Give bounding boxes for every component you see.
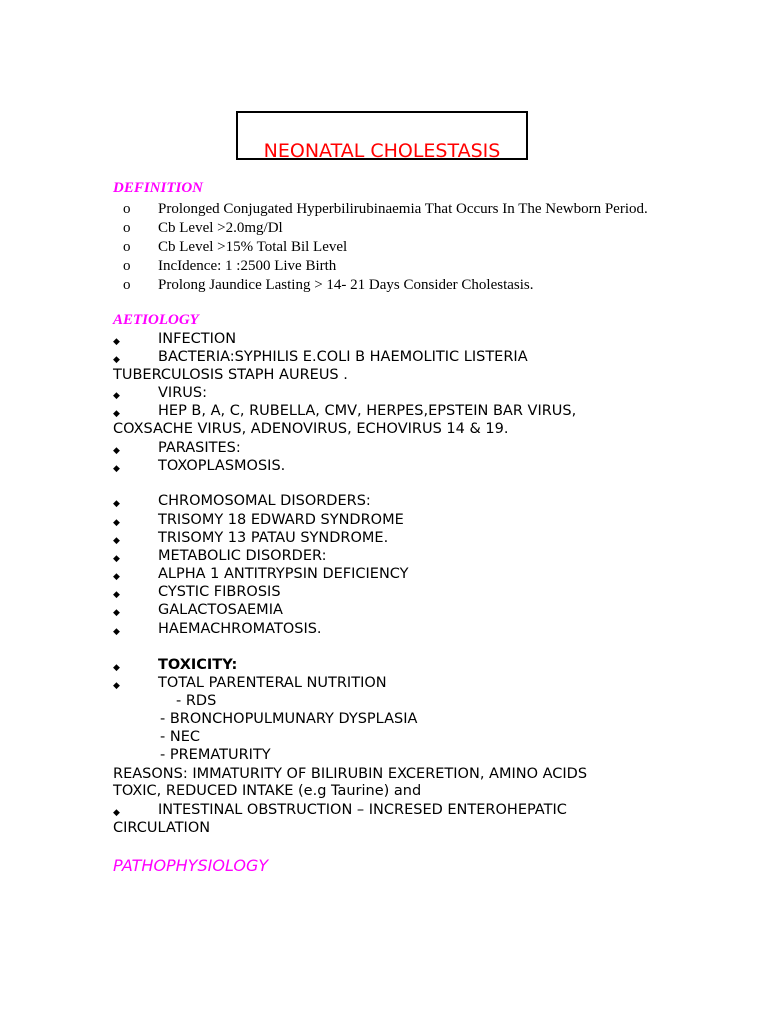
diamond-bullet-icon: ◆ (113, 608, 120, 618)
diamond-bullet-icon: ◆ (113, 554, 120, 564)
definition-heading: DEFINITION (113, 180, 204, 196)
bullet-marker: o (123, 220, 131, 236)
aetiology-text: REASONS: IMMATURITY OF BILIRUBIN EXCERETION, AMINO ACIDS (113, 766, 588, 782)
definition-text: Cb Level >2.0mg/Dl (158, 220, 283, 236)
aetiology-text: HAEMACHROMATOSIS. (158, 621, 322, 637)
diamond-bullet-icon: ◆ (113, 572, 120, 582)
aetiology-text: CHROMOSOMAL DISORDERS: (158, 493, 371, 509)
document-title: NEONATAL CHOLESTASIS (263, 140, 501, 162)
diamond-bullet-icon: ◆ (113, 355, 120, 365)
aetiology-text: TRISOMY 18 EDWARD SYNDROME (158, 512, 404, 528)
definition-text: IncIdence: 1 :2500 Live Birth (158, 258, 337, 274)
aetiology-text: INTESTINAL OBSTRUCTION – INCRESED ENTEROHEPATIC (158, 802, 567, 818)
diamond-bullet-icon: ◆ (113, 499, 120, 509)
aetiology-text: TOXOPLASMOSIS. (158, 458, 286, 474)
aetiology-subitem: - PREMATURITY (160, 747, 271, 763)
diamond-bullet-icon: ◆ (113, 391, 120, 401)
aetiology-text: HEP B, A, C, RUBELLA, CMV, HERPES,EPSTEIN BAR VIRUS, (158, 403, 577, 419)
aetiology-text: GALACTOSAEMIA (158, 602, 283, 618)
diamond-bullet-icon: ◆ (113, 337, 120, 347)
pathophysiology-heading: PATHOPHYSIOLOGY (113, 856, 269, 875)
aetiology-text: PARASITES: (158, 440, 241, 456)
diamond-bullet-icon: ◆ (113, 464, 120, 474)
aetiology-subitem: - RDS (176, 693, 217, 709)
definition-text: Prolonged Conjugated Hyperbilirubinaemia That Occurs In The Newborn Period. (158, 201, 648, 217)
aetiology-text: TRISOMY 13 PATAU SYNDROME. (158, 530, 389, 546)
aetiology-text: ALPHA 1 ANTITRYPSIN DEFICIENCY (158, 566, 409, 582)
toxicity-heading: TOXICITY: (158, 657, 238, 673)
bullet-marker: o (123, 258, 131, 274)
diamond-bullet-icon: ◆ (113, 518, 120, 528)
diamond-bullet-icon: ◆ (113, 409, 120, 419)
diamond-bullet-icon: ◆ (113, 663, 120, 673)
aetiology-text: TOTAL PARENTERAL NUTRITION (158, 675, 387, 691)
diamond-bullet-icon: ◆ (113, 681, 120, 691)
aetiology-subitem: - NEC (160, 729, 200, 745)
diamond-bullet-icon: ◆ (113, 536, 120, 546)
definition-text: Prolong Jaundice Lasting > 14- 21 Days Consider Cholestasis. (158, 277, 534, 293)
bullet-marker: o (123, 239, 131, 255)
diamond-bullet-icon: ◆ (113, 590, 120, 600)
aetiology-text: CYSTIC FIBROSIS (158, 584, 281, 600)
aetiology-subitem: - BRONCHOPULMUNARY DYSPLASIA (160, 711, 418, 727)
diamond-bullet-icon: ◆ (113, 808, 120, 818)
title-box (236, 111, 528, 160)
aetiology-text: METABOLIC DISORDER: (158, 548, 327, 564)
diamond-bullet-icon: ◆ (113, 627, 120, 637)
aetiology-heading: AETIOLOGY (113, 312, 199, 328)
aetiology-text: INFECTION (158, 331, 237, 347)
definition-text: Cb Level >15% Total Bil Level (158, 239, 348, 255)
aetiology-text: BACTERIA:SYPHILIS E.COLI B HAEMOLITIC LISTERIA (158, 349, 528, 365)
diamond-bullet-icon: ◆ (113, 446, 120, 456)
aetiology-text: COXSACHE VIRUS, ADENOVIRUS, ECHOVIRUS 14 & 19. (113, 421, 509, 437)
aetiology-text: TOXIC, REDUCED INTAKE (e.g Taurine) and (113, 783, 422, 799)
bullet-marker: o (123, 277, 131, 293)
bullet-marker: o (123, 201, 131, 217)
aetiology-text: VIRUS: (158, 385, 207, 401)
aetiology-text: CIRCULATION (113, 820, 211, 836)
aetiology-text: TUBERCULOSIS STAPH AUREUS . (113, 367, 348, 383)
